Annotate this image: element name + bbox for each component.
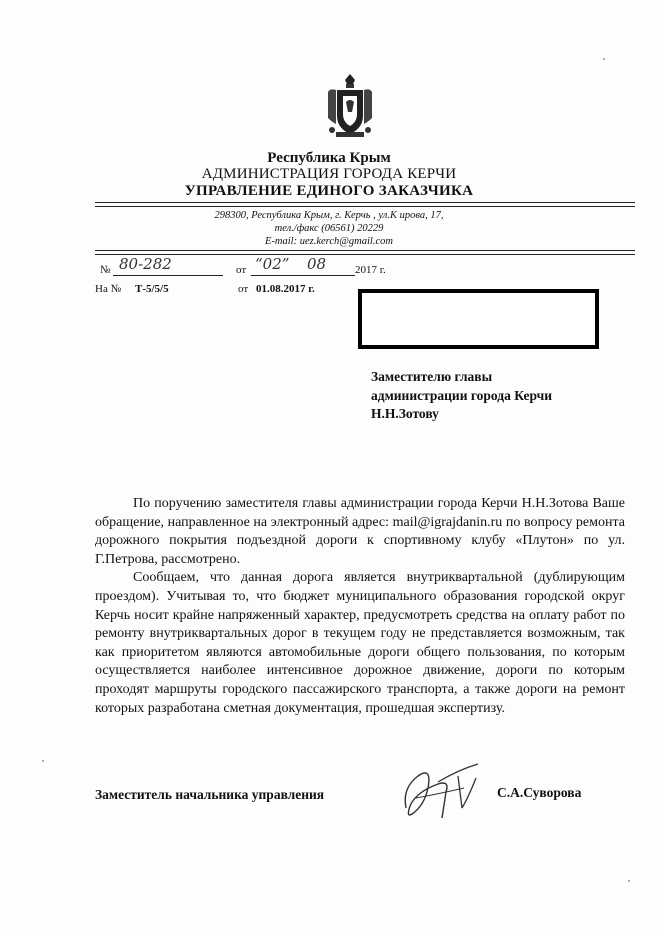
outgoing-number-label: №	[100, 264, 111, 276]
addressee-organization: администрации города Керчи	[371, 387, 553, 403]
handwritten-signature	[398, 758, 498, 824]
addressee-name: Н.Н.Зотову	[371, 406, 439, 421]
outgoing-number-handwritten: 80-282	[119, 255, 172, 273]
address-rule	[95, 250, 635, 251]
reference-number: Т-5/5/5	[135, 283, 169, 295]
addressee-block	[371, 368, 552, 424]
outgoing-day-handwritten: “02”	[255, 255, 290, 273]
header-rule-double	[95, 206, 635, 207]
body-paragraph-1: По поручению заместителя главы администрации города Керчи Н.Н.Зотова Ваше обращение, направленное на электронный адрес: mail@igrajdanin.ru по вопросу ремонта дорожного покрытия подъездной дороги к спортивному клубу «Плутон» по ул. Г.Петрова, рассмотрено.	[95, 496, 625, 567]
reference-date-label: от	[238, 283, 249, 295]
reference-number-label: На №	[95, 283, 122, 295]
signatory-name: С.А.Суворова	[497, 785, 582, 800]
address-line: 298300, Республика Крым, г. Керчь , ул.К ирова, 17,	[214, 210, 444, 221]
addressee-position: Заместителю главы	[371, 369, 493, 384]
coat-of-arms-emblem	[322, 72, 378, 140]
republic-title: Республика Крым	[267, 150, 391, 166]
scan-speck	[603, 58, 605, 60]
outgoing-date-label: от	[236, 264, 247, 276]
header-rule	[95, 202, 635, 203]
address-rule-double	[95, 254, 635, 255]
outgoing-year: 2017 г.	[355, 264, 386, 276]
reference-date: 01.08.2017 г.	[256, 283, 315, 295]
scan-speck	[628, 880, 630, 882]
outgoing-month-handwritten: 08	[307, 255, 327, 273]
letter-body	[95, 495, 625, 718]
email-line: E-mail: uez.kerch@gmail.com	[265, 236, 393, 247]
department-title: УПРАВЛЕНИЕ ЕДИНОГО ЗАКАЗЧИКА	[184, 183, 474, 199]
scan-speck	[42, 760, 44, 762]
administration-title: АДМИНИСТРАЦИЯ ГОРОДА КЕРЧИ	[201, 166, 457, 182]
phone-fax-line: тел./факс (06561) 20229	[274, 223, 384, 234]
outgoing-number-field	[113, 257, 223, 276]
outgoing-date-field	[251, 257, 355, 276]
body-paragraph-2: Сообщаем, что данная дорога является внутриквартальной (дублирующим проездом). Учитывая то, что бюджет муниципального образования городской округ Керчь носит крайне напряженный характер, предусмотреть средства на оплату работ по ремонту внутриквартальных дорог в текущем году не представляется возможным, так как приоритетом являются автомобильные дороги общего пользования, по которым осуществляется наиболее интенсивное дорожное движение, дороги по которым проходят маршруты городского пассажирского транспорта, а также дороги на ремонт которых разработана сметная документация, прошедшая экспертизу.	[95, 570, 625, 716]
redacted-stamp-box	[358, 289, 599, 349]
signatory-position: Заместитель начальника управления	[95, 787, 325, 802]
